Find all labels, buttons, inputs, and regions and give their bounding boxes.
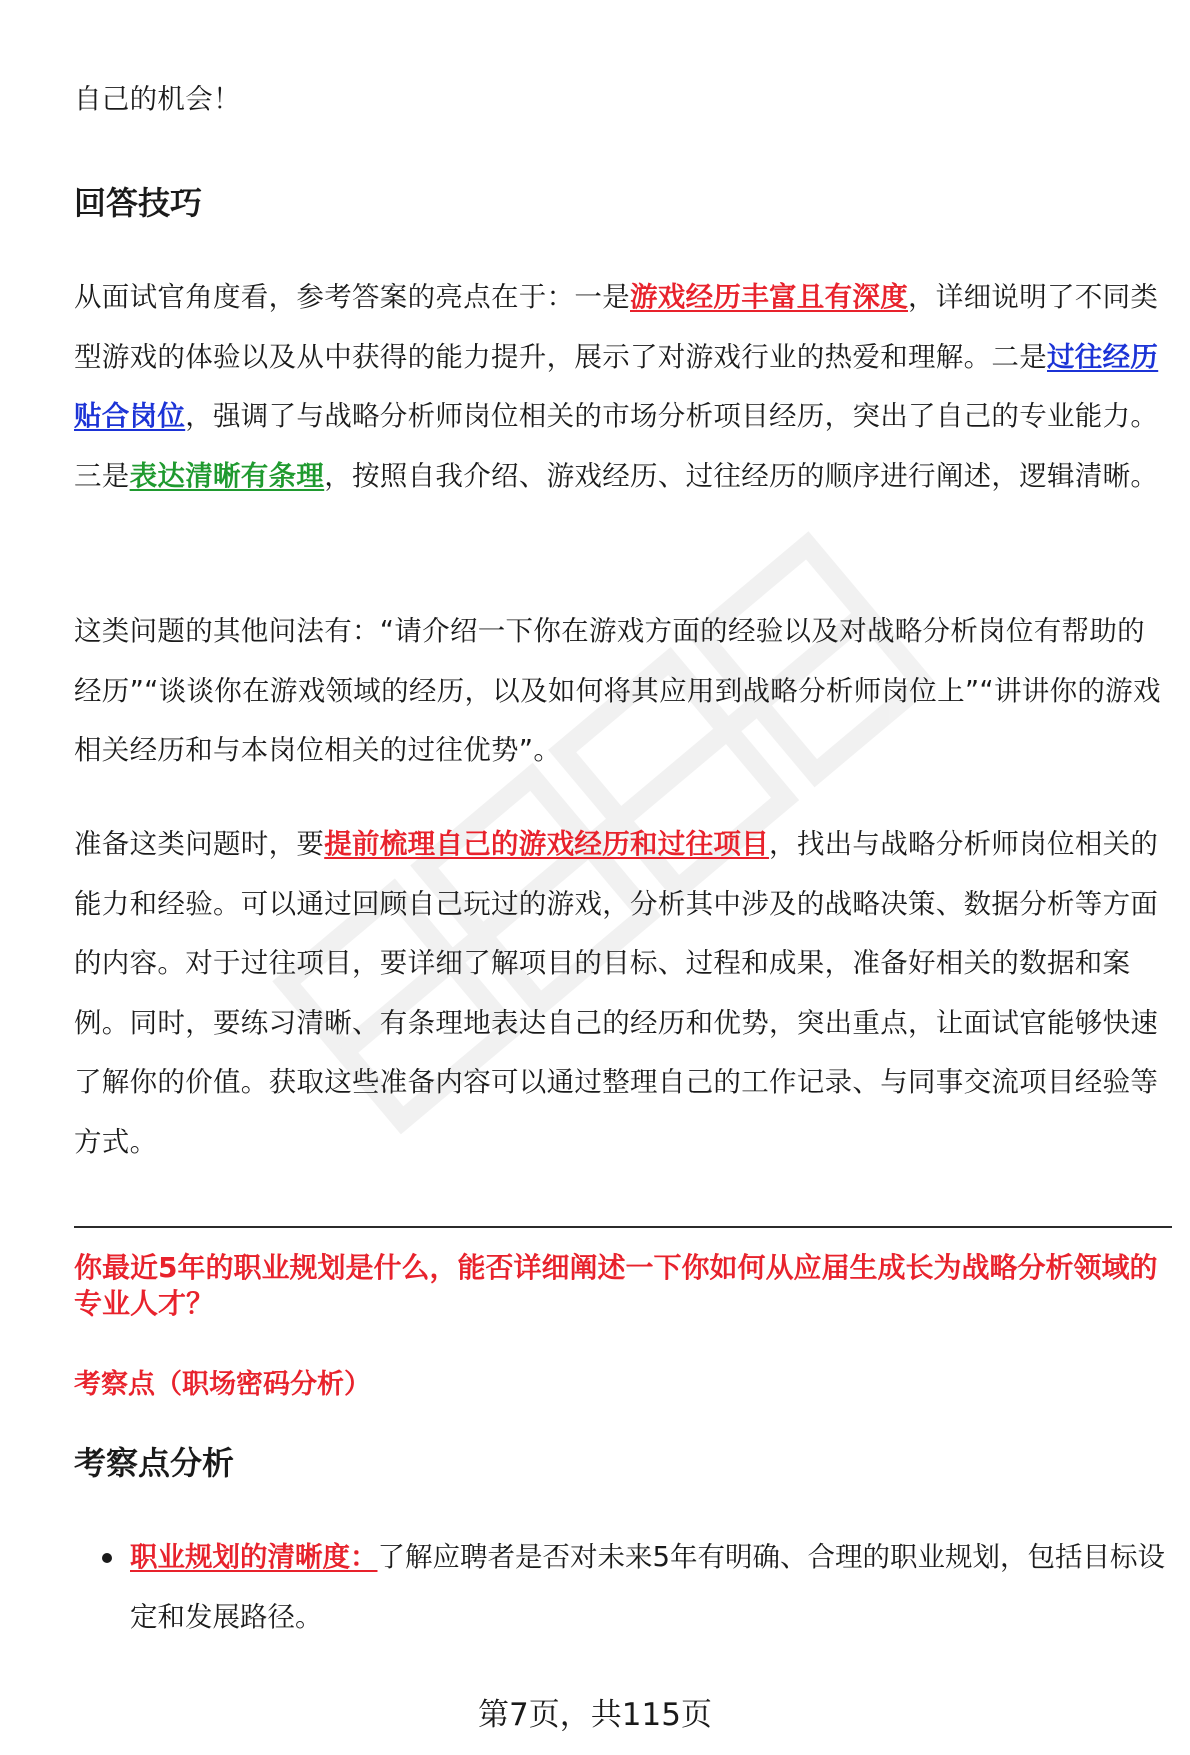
bullet-text: 了解应聘者是否对未来5年有明确、合理的职业规划，包括目标设定和发展路径。: [130, 1541, 1165, 1633]
paragraph-preparation: [74, 815, 1164, 1172]
paragraph-text: ，强调了与战略分析师岗位相关的市场分析项目经历，突出了自己的专业能力。三是: [74, 400, 1159, 492]
interview-question: 你最近5年的职业规划是什么，能否详细阐述一下你如何从应届生成长为战略分析领域的专业人才？: [74, 1251, 1158, 1320]
page-number: 第7页，共115页: [478, 1697, 712, 1733]
paragraph-text: 从面试官角度看，参考答案的亮点在于：一是: [74, 281, 630, 313]
intro-tail-text: 自己的机会！: [74, 83, 241, 115]
paragraph-text: ，找出与战略分析师岗位相关的能力和经验。可以通过回顾自己玩过的游戏，分析其中涉及的战略决策、数据分析等方面的内容。对于过往项目，要详细了解项目的目标、过程和成果，准备好相关的数据和案例。同时，要练习清晰、有条理地表达自己的经历和优势，突出重点，让面试官能够快速了解你的价值。获取这些准备内容可以通过整理自己的工作记录、与同事交流项目经验等方式。: [74, 828, 1159, 1158]
highlight-clear-expression: 表达清晰有条理: [129, 459, 325, 492]
highlight-game-experience: 游戏经历丰富且有深度: [630, 281, 908, 313]
paragraph-text: ，按照自我介绍、游戏经历、过往经历的顺序进行阐述，逻辑清晰。: [324, 459, 1159, 492]
bullet-dot-icon: [102, 1553, 112, 1563]
paragraph-highlights: [74, 268, 1164, 506]
highlight-prepare-projects: 提前梳理自己的游戏经历和过往项目: [324, 828, 770, 860]
bullet-label: 职业规划的清晰度：: [130, 1541, 378, 1573]
section-title-answer-tips: 回答技巧: [74, 184, 203, 222]
paragraph-alternative-questions: 这类问题的其他问法有：“请介绍一下你在游戏方面的经验以及对战略分析岗位有帮助的经历”“谈谈你在游戏领域的经历，以及如何将其应用到战略分析师岗位上”“讲讲你的游戏相关经历和与本岗位相关的过往优势”。: [74, 615, 1161, 766]
list-item: [130, 1528, 1170, 1647]
section-title-assessment-analysis: 考察点分析: [74, 1444, 235, 1482]
paragraph-text: 准备这类问题时，要: [74, 828, 325, 860]
section-divider: [74, 1226, 1172, 1228]
paragraph-text: ，详细说明了不同类型游戏的体验以及从中获得的能力提升，展示了对游戏行业的热爱和理解。二是: [74, 281, 1159, 373]
highlight-past-experience: 过往经历贴合岗位: [74, 340, 1159, 432]
assessment-subheading: 考察点（职场密码分析）: [74, 1369, 371, 1400]
